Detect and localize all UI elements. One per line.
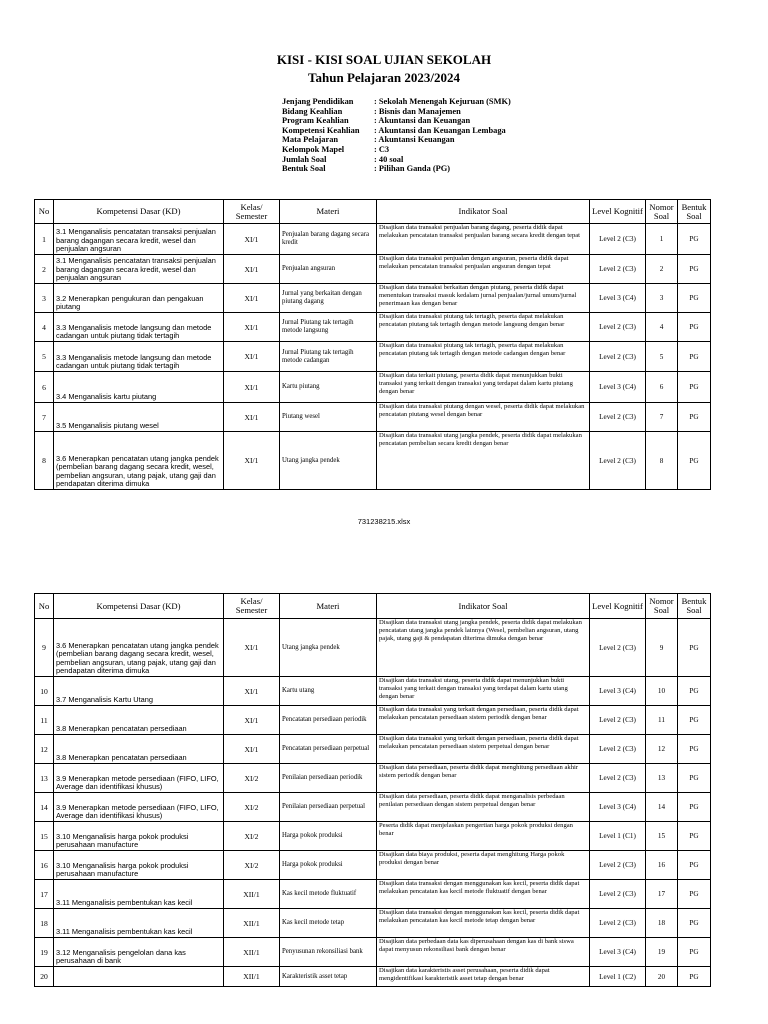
cell-no: 10 xyxy=(35,677,54,706)
cell-indikator: Disajikan data transaksi utang jangka pendek, peserta didik dapat melakukan pencatatan pembelian secara kredit dengan benar xyxy=(377,432,590,490)
table-row xyxy=(35,255,711,284)
cell-materi: Utang jangka pendek xyxy=(280,432,377,490)
cell-level: Level 2 (C3) xyxy=(590,880,646,909)
cell-indikator: Disajikan data persediaan, peserta didik dapat menganalisis perbedaan penilaian persediaan dengan sistem perpetual dengan benar xyxy=(377,793,590,822)
cell-nomor: 2 xyxy=(646,255,678,284)
cell-materi: Harga pokok produksi xyxy=(280,822,377,851)
identity-label: Jumlah Soal xyxy=(282,154,327,164)
cell-level: Level 2 (C3) xyxy=(590,909,646,938)
cell-bentuk: PG xyxy=(678,706,711,735)
table-row xyxy=(35,764,711,793)
cell-level: Level 2 (C3) xyxy=(590,851,646,880)
cell-nomor: 1 xyxy=(646,224,678,255)
identity-value: : Akuntansi dan Keuangan Lembaga xyxy=(374,125,506,135)
cell-nomor: 6 xyxy=(646,372,678,403)
cell-bentuk: PG xyxy=(678,880,711,909)
cell-no: 2 xyxy=(35,255,54,284)
document-subtitle: Tahun Pelajaran 2023/2024 xyxy=(308,70,460,85)
identity-value: : Sekolah Menengah Kejuruan (SMK) xyxy=(374,97,511,106)
cell-nomor: 20 xyxy=(646,967,678,987)
cell-materi: Jurnal yang berkaitan dengan piutang dagang xyxy=(280,284,377,313)
col-kelas-header: Kelas/ Semester xyxy=(224,594,280,619)
col-bentuk-header: Bentuk Soal xyxy=(678,594,711,619)
cell-kelas: XI/2 xyxy=(224,764,280,793)
cell-indikator: Disajikan data transaksi dengan menggunakan kas kecil, peserta didik dapat melakukan pencatatan kas kecil metode tetap dengan benar xyxy=(377,909,590,938)
col-indikator-header: Indikator Soal xyxy=(377,200,590,224)
cell-materi: Karakteristik asset tetap xyxy=(280,967,377,987)
cell-bentuk: PG xyxy=(678,909,711,938)
cell-kelas: XI/1 xyxy=(224,342,280,372)
cell-materi: Kartu piutang xyxy=(280,372,377,403)
cell-kelas: XII/1 xyxy=(224,938,280,967)
cell-bentuk: PG xyxy=(678,619,711,677)
cell-bentuk: PG xyxy=(678,255,711,284)
cell-no: 19 xyxy=(35,938,54,967)
col-kd-header: Kompetensi Dasar (KD) xyxy=(54,594,224,619)
table-row xyxy=(35,619,711,677)
table-row xyxy=(35,880,711,909)
cell-bentuk: PG xyxy=(678,313,711,342)
cell-materi: Penilaian persediaan perpetual xyxy=(280,793,377,822)
table-row xyxy=(35,822,711,851)
table-row xyxy=(35,313,711,342)
identity-value: : 40 soal xyxy=(374,154,404,164)
cell-indikator: Disajikan data transaksi penjualan barang dagang, peserta didik dapat melakukan pencatatan transaksi penjualan barang secara kredit dengan tepat xyxy=(377,224,590,255)
cell-kd: 3.3 Menganalisis metode langsung dan metode cadangan untuk piutang tidak tertagih xyxy=(54,313,224,342)
cell-kelas: XI/1 xyxy=(224,313,280,342)
col-kelas-header: Kelas/ Semester xyxy=(224,200,280,224)
cell-kelas: XII/1 xyxy=(224,967,280,987)
col-no-header: No xyxy=(35,594,54,619)
cell-level: Level 1 (C2) xyxy=(590,967,646,987)
cell-nomor: 5 xyxy=(646,342,678,372)
cell-nomor: 18 xyxy=(646,909,678,938)
cell-kelas: XI/1 xyxy=(224,735,280,764)
cell-indikator: Peserta didik dapat menjelaskan pengertian harga pokok produksi dengan benar xyxy=(377,822,590,851)
cell-level: Level 2 (C3) xyxy=(590,342,646,372)
cell-level: Level 2 (C3) xyxy=(590,313,646,342)
cell-bentuk: PG xyxy=(678,224,711,255)
cell-bentuk: PG xyxy=(678,967,711,987)
cell-materi: Kas kecil metode fluktuatif xyxy=(280,880,377,909)
cell-no: 12 xyxy=(35,735,54,764)
col-level-header: Level Kognitif xyxy=(590,594,646,619)
col-bentuk-header: Bentuk Soal xyxy=(678,200,711,224)
table-row xyxy=(35,372,711,403)
cell-bentuk: PG xyxy=(678,793,711,822)
cell-level: Level 2 (C3) xyxy=(590,764,646,793)
table-row xyxy=(35,735,711,764)
col-indikator-header: Indikator Soal xyxy=(377,594,590,619)
cell-nomor: 12 xyxy=(646,735,678,764)
table-row xyxy=(35,403,711,432)
identity-value: : Akuntansi dan Keuangan xyxy=(374,116,471,126)
cell-kd: 3.3 Menganalisis metode langsung dan metode cadangan untuk piutang tidak tertagih xyxy=(54,342,224,372)
cell-level: Level 2 (C3) xyxy=(590,735,646,764)
cell-no: 14 xyxy=(35,793,54,822)
cell-no: 9 xyxy=(35,619,54,677)
cell-kd: 3.1 Menganalisis pencatatan transaksi penjualan barang dagangan secara kredit, wesel dan penjualan angsuran xyxy=(54,255,224,284)
cell-no: 6 xyxy=(35,372,54,403)
footer-filename: 731238215.xlsx xyxy=(357,517,411,526)
cell-nomor: 13 xyxy=(646,764,678,793)
cell-bentuk: PG xyxy=(678,342,711,372)
cell-no: 20 xyxy=(35,967,54,987)
cell-level: Level 2 (C3) xyxy=(590,224,646,255)
cell-level: Level 2 (C3) xyxy=(590,403,646,432)
table-row xyxy=(35,432,711,490)
cell-materi: Penilaian persediaan periodik xyxy=(280,764,377,793)
cell-level: Level 3 (C4) xyxy=(590,793,646,822)
cell-no: 17 xyxy=(35,880,54,909)
cell-no: 15 xyxy=(35,822,54,851)
cell-kelas: XI/2 xyxy=(224,793,280,822)
cell-kelas: XI/1 xyxy=(224,677,280,706)
cell-kelas: XII/1 xyxy=(224,909,280,938)
cell-indikator: Disajikan data persediaan, peserta didik dapat menghitung persediaan akhir sistem periodik dengan benar xyxy=(377,764,590,793)
col-materi-header: Materi xyxy=(280,594,377,619)
cell-indikator: Disajikan data perbedaan data kas diperusahaan dengan kas di bank siswa dapat menyusun rekonsiliasi bank dengan benar xyxy=(377,938,590,967)
cell-materi: Penjualan angsuran xyxy=(280,255,377,284)
cell-kelas: XI/1 xyxy=(224,403,280,432)
cell-bentuk: PG xyxy=(678,432,711,490)
cell-kelas: XI/1 xyxy=(224,224,280,255)
cell-level: Level 2 (C3) xyxy=(590,255,646,284)
identity-value: : Akuntansi Keuangan xyxy=(374,135,455,145)
table-row xyxy=(35,793,711,822)
identity-value: : C3 xyxy=(374,144,390,154)
cell-no: 3 xyxy=(35,284,54,313)
cell-kd: 3.2 Menerapkan pengukuran dan pengakuan piutang xyxy=(54,284,224,313)
cell-materi: Utang jangka pendek xyxy=(280,619,377,677)
cell-nomor: 8 xyxy=(646,432,678,490)
table-row xyxy=(35,677,711,706)
cell-kelas: XI/2 xyxy=(224,822,280,851)
cell-no: 8 xyxy=(35,432,54,490)
table-row xyxy=(35,851,711,880)
cell-nomor: 4 xyxy=(646,313,678,342)
cell-kd: 3.12 Menganalisis pengelolan dana kas perusahaan di bank xyxy=(54,938,224,967)
cell-level: Level 3 (C4) xyxy=(590,372,646,403)
identity-row xyxy=(282,135,511,145)
col-nomor-header: Nomor Soal xyxy=(646,594,678,619)
table-row xyxy=(35,967,711,987)
kisi-table-2 xyxy=(34,593,711,987)
cell-kelas: XI/2 xyxy=(224,851,280,880)
cell-kelas: XI/1 xyxy=(224,255,280,284)
cell-no: 18 xyxy=(35,909,54,938)
cell-level: Level 1 (C1) xyxy=(590,822,646,851)
cell-indikator: Disajikan data transaksi utang, peserta didik dapat menunjukkan bukti transaksi yang terkait dengan transaksi yang terdapat dalam kartu utang dengan benar xyxy=(377,677,590,706)
identity-row xyxy=(282,126,511,136)
cell-kd: 3.5 Menganalisis piutang wesel xyxy=(54,403,224,432)
cell-kd: 3.9 Menerapkan metode persediaan (FIFO, LIFO, Average dan identifikasi khusus) xyxy=(54,764,224,793)
cell-indikator: Disajikan data transaksi penjualan dengan angsuran, peserta didik dapat melakukan pencatatan transaksi penjualan angsuran dengan tepat xyxy=(377,255,590,284)
identity-value: : Bisnis dan Manajemen xyxy=(374,106,461,116)
identity-value: : Pilihan Ganda (PG) xyxy=(374,164,451,174)
cell-nomor: 14 xyxy=(646,793,678,822)
identity-block xyxy=(282,97,511,174)
identity-label: Mata Pelajaran xyxy=(282,135,339,145)
table-row xyxy=(35,224,711,255)
cell-nomor: 3 xyxy=(646,284,678,313)
cell-level: Level 3 (C4) xyxy=(590,938,646,967)
cell-bentuk: PG xyxy=(678,938,711,967)
cell-level: Level 2 (C3) xyxy=(590,432,646,490)
cell-indikator: Disajikan data transaksi yang terkait dengan persediaan, peserta didik dapat melakukan pencatatan persediaan sistem perpetual dengan benar xyxy=(377,735,590,764)
cell-kelas: XI/1 xyxy=(224,284,280,313)
cell-kelas: XI/1 xyxy=(224,706,280,735)
cell-kd: 3.9 Menerapkan metode persediaan (FIFO, LIFO, Average dan identifikasi khusus) xyxy=(54,793,224,822)
identity-label: Program Keahlian xyxy=(282,116,349,126)
col-level-header: Level Kognitif xyxy=(590,200,646,224)
identity-label: Bentuk Soal xyxy=(282,164,326,174)
cell-kd: 3.11 Menganalisis pembentukan kas kecil xyxy=(54,909,224,938)
cell-materi: Piutang wesel xyxy=(280,403,377,432)
cell-nomor: 7 xyxy=(646,403,678,432)
cell-kd: 3.7 Menganalisis Kartu Utang xyxy=(54,677,224,706)
cell-indikator: Disajikan data transaksi dengan menggunakan kas kecil, peserta didik dapat melakukan pencatatan kas kecil metode fluktuatif dengan benar xyxy=(377,880,590,909)
col-materi-header: Materi xyxy=(280,200,377,224)
cell-nomor: 9 xyxy=(646,619,678,677)
cell-nomor: 11 xyxy=(646,706,678,735)
cell-nomor: 10 xyxy=(646,677,678,706)
cell-level: Level 2 (C3) xyxy=(590,619,646,677)
identity-label: Jenjang Pendidikan xyxy=(282,97,354,106)
cell-indikator: Disajikan data transaksi piutang tak tertagih, peserta dapat melakukan pencatatan piutang tak tertagih dengan metode langsung dengan benar xyxy=(377,313,590,342)
cell-materi: Kas kecil metode tetap xyxy=(280,909,377,938)
table-row xyxy=(35,706,711,735)
cell-bentuk: PG xyxy=(678,403,711,432)
cell-kelas: XI/1 xyxy=(224,372,280,403)
cell-materi: Pencatatan persediaan perpetual xyxy=(280,735,377,764)
cell-indikator: Disajikan data transaksi utang jangka pendek, peserta didik dapat melakukan pencatatan utang jangka pendek lainnya (Wesel, pembelian angsuran, utang pajak, utang gaji & pendapatan diterima dimuka dengan benar xyxy=(377,619,590,677)
cell-indikator: Disajikan data terkait piutang, peserta didik dapat menunjukkan bukti transaksi yang terkait dengan transaksi yang terdapat dalam kartu piutang dengan benar xyxy=(377,372,590,403)
cell-kd: 3.8 Menerapkan pencatatan persediaan xyxy=(54,735,224,764)
cell-bentuk: PG xyxy=(678,372,711,403)
cell-kelas: XI/1 xyxy=(224,432,280,490)
cell-materi: Pencatatan persediaan periodik xyxy=(280,706,377,735)
cell-level: Level 3 (C4) xyxy=(590,677,646,706)
cell-kd: 3.1 Menganalisis pencatatan transaksi penjualan barang dagangan secara kredit, wesel dan penjualan angsuran xyxy=(54,224,224,255)
kisi-table-1 xyxy=(34,199,711,490)
identity-row xyxy=(282,107,511,117)
cell-level: Level 2 (C3) xyxy=(590,706,646,735)
identity-row xyxy=(282,145,511,155)
cell-indikator: Disajikan data biaya produksi, peserta dapat menghitung Harga pokok produksi dengan benar xyxy=(377,851,590,880)
table-row xyxy=(35,909,711,938)
cell-nomor: 19 xyxy=(646,938,678,967)
cell-level: Level 3 (C4) xyxy=(590,284,646,313)
cell-kd xyxy=(54,967,224,987)
cell-no: 7 xyxy=(35,403,54,432)
identity-row xyxy=(282,164,511,174)
cell-indikator: Disajikan data transaksi piutang dengan wesel, peserta didik dapat melakukan pencatatan piutang wesel dengan benar xyxy=(377,403,590,432)
table-row xyxy=(35,938,711,967)
cell-kd: 3.6 Menerapkan pencatatan utang jangka pendek (pembelian barang dagang secara kredit, wesel, pembelian angsuran, utang pajak, utang gaji dan pendapatan diterima dimuka xyxy=(54,432,224,490)
table-row xyxy=(35,342,711,372)
cell-indikator: Disajikan data transaksi piutang tak tertagih, peserta dapat melakukan pencatatan piutang tak tertagih dengan metode cadangan dengan benar xyxy=(377,342,590,372)
cell-kd: 3.6 Menerapkan pencatatan utang jangka pendek (pembelian barang dagang secara kredit, wesel, pembelian angsuran, utang pajak, utang gaji dan pendapatan diterima dimuka xyxy=(54,619,224,677)
cell-no: 1 xyxy=(35,224,54,255)
cell-kd: 3.8 Menerapkan pencatatan persediaan xyxy=(54,706,224,735)
col-kd-header: Kompetensi Dasar (KD) xyxy=(54,200,224,224)
cell-materi: Penyusunan rekonsiliasi bank xyxy=(280,938,377,967)
cell-nomor: 16 xyxy=(646,851,678,880)
cell-no: 16 xyxy=(35,851,54,880)
cell-bentuk: PG xyxy=(678,677,711,706)
cell-materi: Harga pokok produksi xyxy=(280,851,377,880)
cell-materi: Penjualan barang dagang secara kredit xyxy=(280,224,377,255)
document-title: KISI - KISI SOAL UJIAN SEKOLAH xyxy=(276,52,492,67)
cell-nomor: 17 xyxy=(646,880,678,909)
cell-kd: 3.4 Menganalisis kartu piutang xyxy=(54,372,224,403)
cell-bentuk: PG xyxy=(678,851,711,880)
identity-row xyxy=(282,116,511,126)
cell-kelas: XI/1 xyxy=(224,619,280,677)
identity-label: Bidang Keahlian xyxy=(282,106,343,116)
cell-materi: Jurnal Piutang tak tertagih metode langsung xyxy=(280,313,377,342)
cell-nomor: 15 xyxy=(646,822,678,851)
table-row xyxy=(35,284,711,313)
cell-materi: Jurnal Piutang tak tertagih metode cadangan xyxy=(280,342,377,372)
cell-bentuk: PG xyxy=(678,284,711,313)
identity-row xyxy=(282,155,511,165)
cell-kd: 3.10 Menganalisis harga pokok produksi perusahaan manufacture xyxy=(54,851,224,880)
cell-bentuk: PG xyxy=(678,735,711,764)
identity-row xyxy=(282,97,511,107)
col-no-header: No xyxy=(35,200,54,224)
cell-bentuk: PG xyxy=(678,822,711,851)
table-header-row xyxy=(35,594,711,619)
cell-no: 13 xyxy=(35,764,54,793)
cell-indikator: Disajikan data transaksi berkaitan dengan piutang, peserta didik dapat menentukan transaksi masuk kedalam jurnal penjualan/jurnal umum/jurnal penerimaan kas dengan benar xyxy=(377,284,590,313)
cell-no: 4 xyxy=(35,313,54,342)
identity-label: Kelompok Mapel xyxy=(282,144,345,154)
cell-no: 5 xyxy=(35,342,54,372)
cell-kelas: XII/1 xyxy=(224,880,280,909)
cell-no: 11 xyxy=(35,706,54,735)
col-nomor-header: Nomor Soal xyxy=(646,200,678,224)
table-header-row xyxy=(35,200,711,224)
identity-label: Kompetensi Keahlian xyxy=(282,125,360,135)
cell-materi: Kartu utang xyxy=(280,677,377,706)
cell-kd: 3.11 Menganalisis pembentukan kas kecil xyxy=(54,880,224,909)
cell-bentuk: PG xyxy=(678,764,711,793)
cell-kd: 3.10 Menganalisis harga pokok produksi perusahaan manufacture xyxy=(54,822,224,851)
cell-indikator: Disajikan data transaksi yang terkait dengan persediaan, peserta didik dapat melakukan pencatatan persediaan sistem periodik dengan benar xyxy=(377,706,590,735)
cell-indikator: Disajikan data karakteristis asset perusahaan, peserta didik dapat mengidentifikasi karakteristik asset tetap dengan benar xyxy=(377,967,590,987)
